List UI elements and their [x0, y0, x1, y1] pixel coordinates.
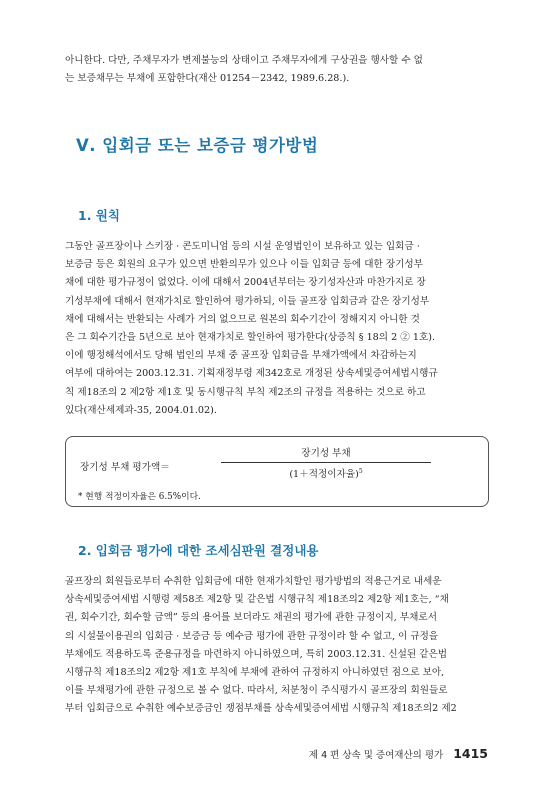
chapter-title: Ⅴ. 입회금 또는 보증금 평가방법 — [76, 136, 319, 155]
section-title-tribunal: 2. 입회금 평가에 대한 조세심판원 결정내용 — [78, 543, 319, 558]
text-line: 부채에도 적용하도록 준용규정을 마련하지 아니하였으며, 특히 2003.12.31. 신설된 같은법 — [65, 648, 447, 660]
formula-fraction — [221, 445, 431, 480]
text-line: 채에 대해서는 반환되는 사례가 거의 없으므로 원본의 회수기간이 정해지지 아니한 것 — [65, 313, 420, 325]
text-line: 부터 입회금으로 수취한 예수보증금인 쟁점부채를 상속세및증여세법 시행규칙 제18조의2 제2 — [65, 703, 457, 715]
text-line: 는 보증채무는 부채에 포함한다(재산 01254－2342, 1989.6.28.). — [65, 73, 350, 85]
text-line: 시행규칙 제18조의2 제2항 제1호 부칙에 부채에 관하여 규정하지 아니하였던 점으로 보아, — [65, 667, 445, 679]
text-line: 채에 대한 평가규정이 없었다. 이에 대해서 2004년부터는 장기성자산과 마찬가지로 장 — [65, 277, 426, 289]
formula-denominator — [221, 463, 431, 480]
text-line: 은 그 회수기간을 5년으로 보아 현재가치로 할인하여 평가한다(상증칙 § 18의 2 ② 1호). — [65, 332, 436, 344]
formula-exponent: 5 — [358, 467, 363, 475]
text-line: 이에 행정해석에서도 당해 법인의 부채 중 골프장 입회금을 부채가액에서 차감하는지 — [65, 350, 417, 362]
text-line: 그동안 골프장이나 스키장 · 콘도미니엄 등의 시설 운영법인이 보유하고 있는 입회금 · — [65, 241, 420, 252]
formula-label: 장기성 부채 평가액＝ — [80, 462, 170, 473]
text-line: 있다(재산세제과-35, 2004.01.02). — [65, 404, 217, 416]
denominator-text: (1＋적정이자율) — [289, 469, 359, 480]
text-line: 골프장의 회원들로부터 수취한 입회금에 대한 현재가치할인 평가방법의 적용근거로 내세운 — [65, 576, 442, 587]
text-line: 의 시설물이용권의 입회금 · 보증금 등 예수금 평가에 관한 규정이라 할 수 없고, 이 규정을 — [65, 630, 439, 642]
page-footer — [0, 743, 488, 762]
intro-paragraph — [65, 52, 487, 88]
formula-numerator: 장기성 부채 — [301, 448, 351, 459]
text-line: 아니한다. 다만, 주채무자가 변제불능의 상태이고 주채무자에게 구상권을 행사할 수 없 — [65, 55, 423, 66]
principle-paragraph — [65, 238, 487, 420]
text-line: 상속세및증여세법 시행령 제58조 제2항 및 같은법 시행규칙 제18조의2 제2항 제1호는, “채 — [65, 594, 449, 606]
formula-box — [65, 436, 489, 507]
text-line: 여부에 대하여는 2003.12.31. 기획재정부령 제342호로 개정된 상속세및증여세법시행규 — [65, 368, 438, 380]
section-title-principle: 1. 원칙 — [78, 208, 120, 223]
formula-note: * 현행 적정이자율은 6.5%이다. — [78, 492, 201, 502]
text-line: 보증금 등은 회원의 요구가 있으면 반환의무가 있으나 이들 입회금 등에 대한 장기성부 — [65, 259, 423, 271]
text-line: 기성부채에 대해서 현재가치로 할인하여 평가하되, 이들 골프장 입회금과 같은 장기성부 — [65, 295, 430, 307]
footer-chapter-text: 제 4 편 상속 및 증여재산의 평가 — [308, 750, 444, 761]
text-line: 권, 회수기간, 회수할 금액” 등의 용어를 보더라도 채권의 평가에 관한 규정이지, 부채로서 — [65, 612, 437, 624]
tribunal-paragraph — [65, 573, 487, 719]
text-line: 칙 제18조의 2 제2항 제1호 및 동시행규칙 부칙 제2조의 규정을 적용하는 것으로 하고 — [65, 386, 426, 398]
page-number: 1415 — [453, 746, 488, 761]
text-line: 이를 부채평가에 관한 규정으로 볼 수 없다. 따라서, 처분청이 주식평가시 골프장의 회원들로 — [65, 685, 448, 697]
